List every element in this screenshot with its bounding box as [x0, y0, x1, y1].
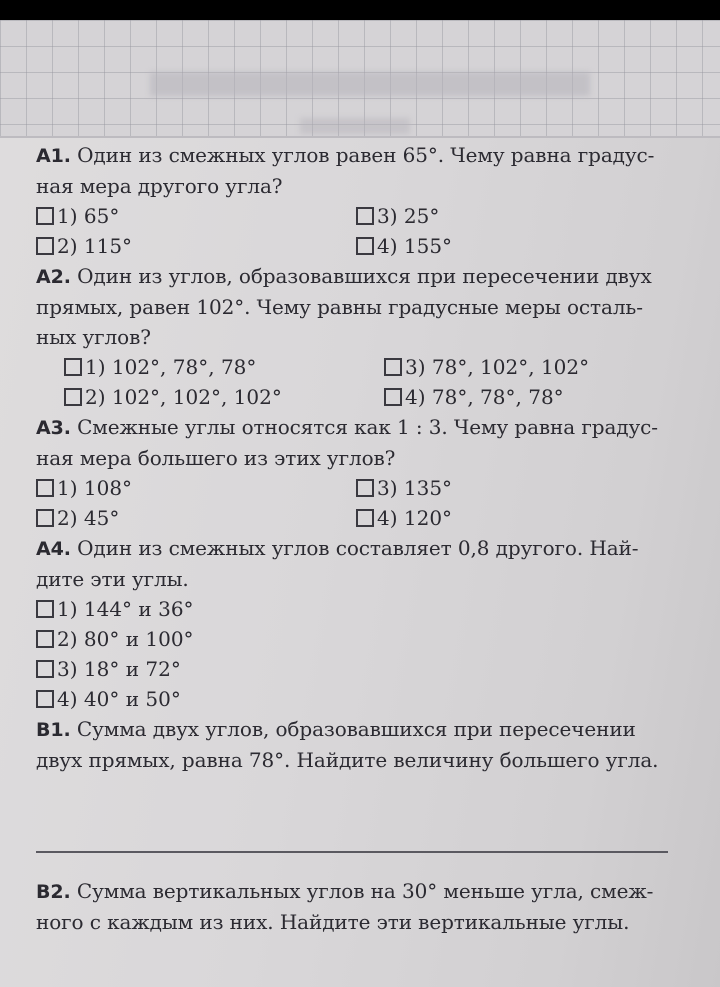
- checkbox-icon[interactable]: [36, 660, 54, 678]
- option-label: 3) 78°, 102°, 102°: [405, 355, 590, 379]
- checkbox-icon[interactable]: [384, 388, 402, 406]
- worksheet-page: [0, 136, 720, 987]
- question-text: Смежные углы относятся как 1 : 3. Чему равна градус-: [70, 415, 658, 439]
- option-a1-1[interactable]: [36, 201, 119, 231]
- option-a2-2[interactable]: [64, 382, 282, 412]
- option-a3-2[interactable]: [36, 503, 119, 533]
- question-a3-line1: [36, 412, 686, 443]
- checkbox-icon[interactable]: [64, 388, 82, 406]
- checkbox-icon[interactable]: [36, 630, 54, 648]
- worksheet-content: [36, 140, 686, 775]
- show-through-text-blur: [150, 72, 590, 96]
- option-label: 4) 40° и 50°: [57, 687, 181, 711]
- question-a2-line2: прямых, равен 102°. Чему равны градусные меры осталь-: [36, 295, 643, 319]
- checkbox-icon[interactable]: [36, 690, 54, 708]
- question-number: А1.: [36, 145, 71, 167]
- question-a1-line2: ная мера другого угла?: [36, 174, 283, 198]
- question-a2-line1: [36, 261, 686, 292]
- option-label: 1) 102°, 78°, 78°: [85, 355, 257, 379]
- option-a4-3[interactable]: [36, 654, 181, 684]
- option-a1-4[interactable]: [356, 231, 452, 261]
- checkbox-icon[interactable]: [36, 207, 54, 225]
- question-a1-options: [36, 201, 686, 261]
- option-a4-2[interactable]: [36, 624, 194, 654]
- question-number: В2.: [36, 881, 71, 903]
- checkbox-icon[interactable]: [356, 207, 374, 225]
- option-label: 2) 102°, 102°, 102°: [85, 385, 282, 409]
- top-black-bar: [0, 0, 720, 20]
- option-label: 3) 18° и 72°: [57, 657, 181, 681]
- question-a2-options: [36, 352, 686, 412]
- question-number: А3.: [36, 417, 71, 439]
- question-b2-line2: ного с каждым из них. Найдите эти вертикальные углы.: [36, 910, 630, 934]
- question-a3-options: [36, 473, 686, 533]
- checkbox-icon[interactable]: [36, 509, 54, 527]
- checkbox-icon[interactable]: [356, 509, 374, 527]
- question-a4-line1: [36, 533, 686, 564]
- question-a1-line1: [36, 140, 686, 171]
- checkbox-icon[interactable]: [36, 600, 54, 618]
- checkbox-icon[interactable]: [36, 237, 54, 255]
- option-label: 4) 155°: [377, 234, 453, 258]
- option-a4-1[interactable]: [36, 594, 194, 624]
- question-a4-options: [36, 594, 686, 714]
- option-a3-1[interactable]: [36, 473, 132, 503]
- question-b2: [36, 876, 686, 937]
- grid-paper-background: [0, 20, 720, 138]
- question-a4-line2: дите эти углы.: [36, 567, 189, 591]
- checkbox-icon[interactable]: [36, 479, 54, 497]
- option-a1-2[interactable]: [36, 231, 132, 261]
- checkbox-icon[interactable]: [64, 358, 82, 376]
- checkbox-icon[interactable]: [356, 237, 374, 255]
- checkbox-icon[interactable]: [384, 358, 402, 376]
- question-text: Сумма вертикальных углов на 30° меньше угла, смеж-: [70, 879, 654, 903]
- show-through-text-blur: [300, 118, 410, 134]
- option-a1-3[interactable]: [356, 201, 439, 231]
- question-text: Один из углов, образовавшихся при пересечении двух: [70, 264, 652, 288]
- checkbox-icon[interactable]: [356, 479, 374, 497]
- question-b2-line1: [36, 876, 686, 907]
- option-label: 1) 144° и 36°: [57, 597, 194, 621]
- answer-line[interactable]: [36, 851, 668, 853]
- option-a4-4[interactable]: [36, 684, 181, 714]
- question-b1-line1: [36, 714, 686, 745]
- option-label: 3) 25°: [377, 204, 440, 228]
- question-number: А2.: [36, 266, 71, 288]
- question-text: Один из смежных углов составляет 0,8 другого. Най-: [70, 536, 639, 560]
- option-label: 3) 135°: [377, 476, 453, 500]
- option-a2-1[interactable]: [64, 352, 256, 382]
- option-label: 2) 115°: [57, 234, 133, 258]
- option-label: 2) 80° и 100°: [57, 627, 194, 651]
- question-b1-line2: двух прямых, равна 78°. Найдите величину большего угла.: [36, 748, 659, 772]
- option-label: 4) 78°, 78°, 78°: [405, 385, 564, 409]
- option-label: 4) 120°: [377, 506, 453, 530]
- option-label: 1) 108°: [57, 476, 133, 500]
- question-text: Один из смежных углов равен 65°. Чему равна градус-: [70, 143, 655, 167]
- question-number: А4.: [36, 538, 71, 560]
- question-a2-line3: ных углов?: [36, 325, 151, 349]
- question-number: В1.: [36, 719, 71, 741]
- option-label: 1) 65°: [57, 204, 120, 228]
- option-a3-4[interactable]: [356, 503, 452, 533]
- option-a2-4[interactable]: [384, 382, 564, 412]
- question-text: Сумма двух углов, образовавшихся при пересечении: [70, 717, 636, 741]
- option-a3-3[interactable]: [356, 473, 452, 503]
- question-a3-line2: ная мера большего из этих углов?: [36, 446, 396, 470]
- option-label: 2) 45°: [57, 506, 120, 530]
- option-a2-3[interactable]: [384, 352, 589, 382]
